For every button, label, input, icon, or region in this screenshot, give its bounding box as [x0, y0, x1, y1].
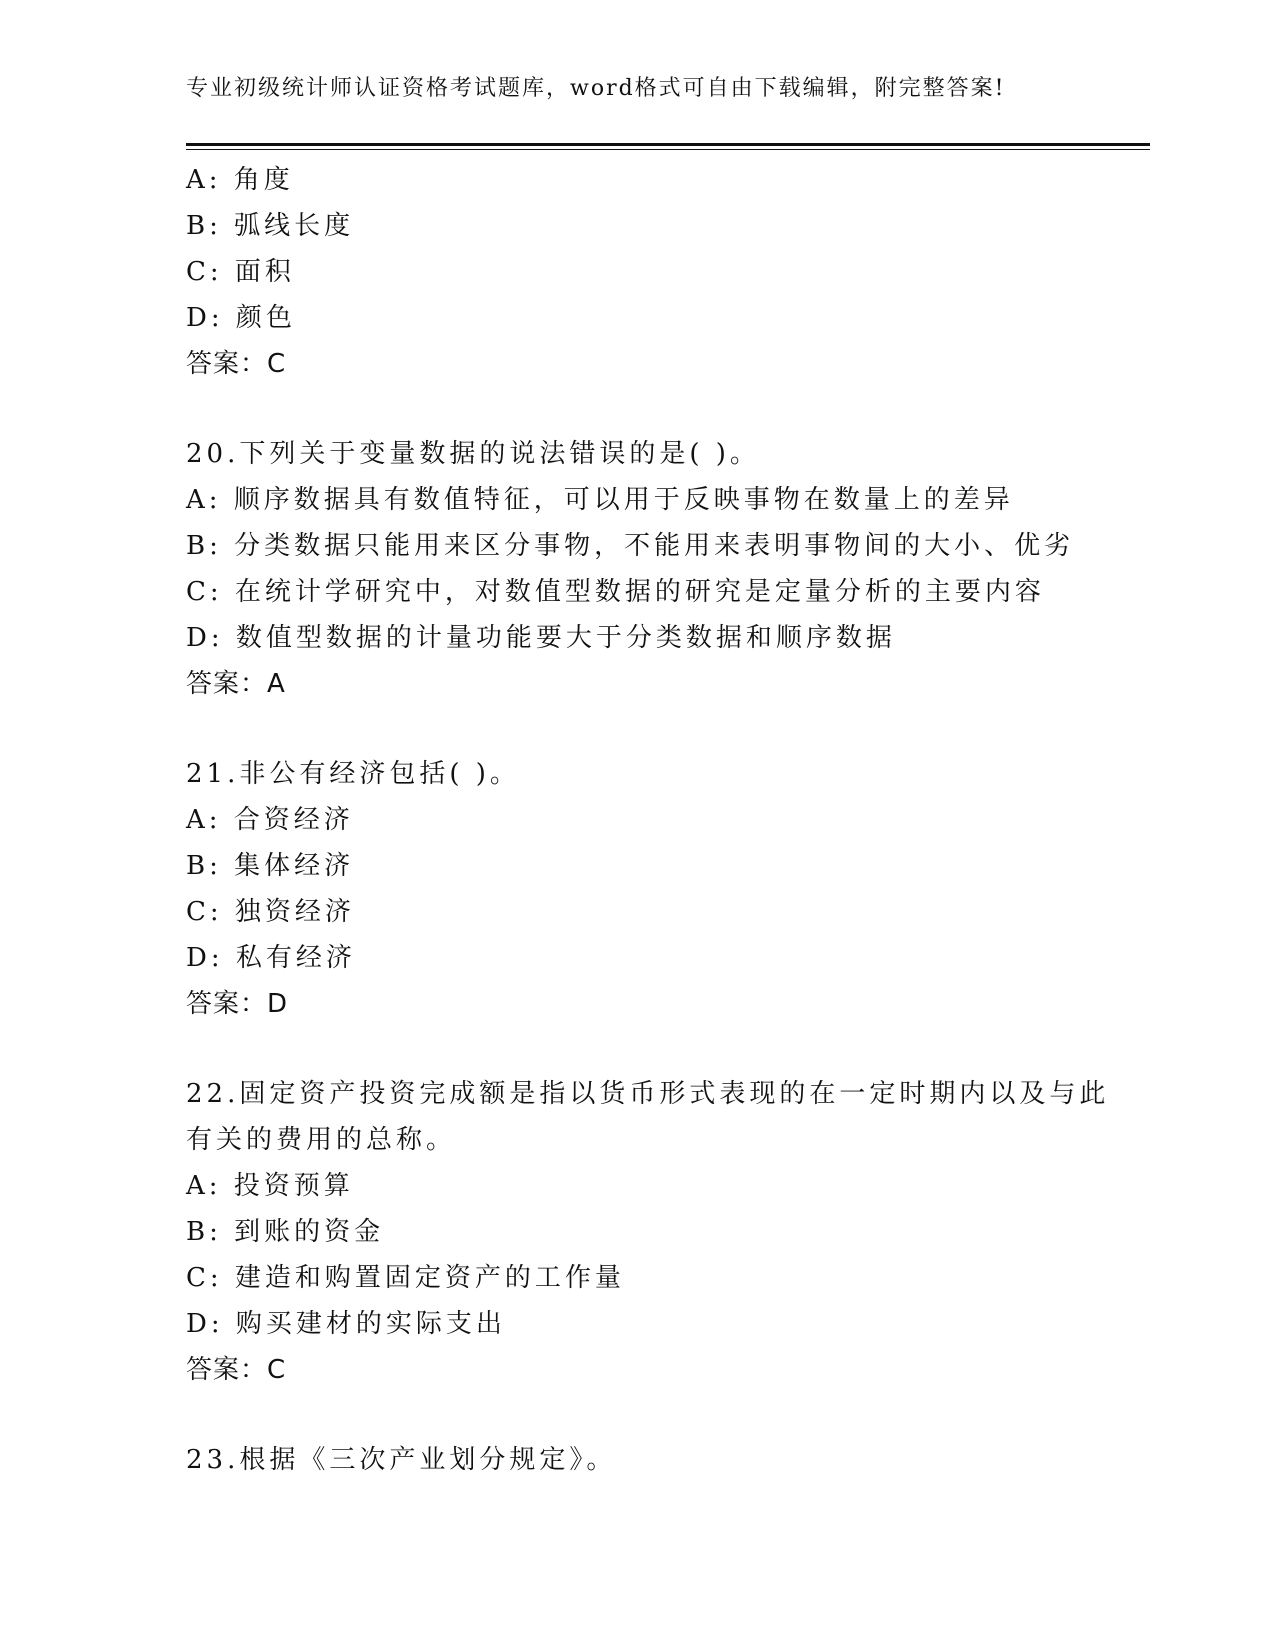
q22-stem-line-2: 有关的费用的总称。	[186, 1125, 457, 1155]
question-22-block	[186, 1071, 1150, 1393]
question-20-block	[186, 431, 1150, 707]
q20-answer: 答案：A	[186, 669, 286, 699]
header-rule-thick	[186, 143, 1150, 146]
q22-option-c: C: 建造和购置固定资产的工作量	[186, 1263, 625, 1293]
q19-option-b: B: 弧线长度	[186, 211, 355, 241]
q21-answer: 答案：D	[186, 989, 289, 1019]
q22-option-b: B: 到账的资金	[186, 1217, 385, 1247]
spacer	[186, 387, 1150, 431]
q19-option-d: D: 颜色	[186, 303, 296, 333]
page-header: 专业初级统计师认证资格考试题库，word格式可自由下载编辑，附完整答案!	[186, 76, 1006, 101]
question-19-block	[186, 157, 1150, 387]
q23-stem: 23.根据《三次产业划分规定》。	[186, 1445, 617, 1475]
q20-option-a: A: 顺序数据具有数值特征，可以用于反映事物在数量上的差异	[186, 485, 1014, 515]
q19-option-a: A: 角度	[186, 165, 294, 195]
spacer	[186, 1027, 1150, 1071]
q21-option-a: A: 合资经济	[186, 805, 354, 835]
q22-option-d: D: 购买建材的实际支出	[186, 1309, 506, 1339]
question-23-block	[186, 1437, 1150, 1483]
q20-stem: 20.下列关于变量数据的说法错误的是( )。	[186, 439, 760, 469]
q21-option-b: B: 集体经济	[186, 851, 355, 881]
spacer	[186, 707, 1150, 751]
q20-option-c: C: 在统计学研究中，对数值型数据的研究是定量分析的主要内容	[186, 577, 1045, 607]
q22-stem-line-1: 22.固定资产投资完成额是指以货币形式表现的在一定时期内以及与此	[186, 1079, 1110, 1109]
q20-option-b: B: 分类数据只能用来区分事物，不能用来表明事物间的大小、优劣	[186, 531, 1075, 561]
question-21-block	[186, 751, 1150, 1027]
spacer	[186, 1393, 1150, 1437]
q19-option-c: C: 面积	[186, 257, 295, 287]
header-rule-thin	[186, 149, 1150, 150]
q21-option-c: C: 独资经济	[186, 897, 355, 927]
q20-option-d: D: 数值型数据的计量功能要大于分类数据和顺序数据	[186, 623, 896, 653]
q19-answer: 答案：C	[186, 349, 287, 379]
question-content	[186, 157, 1150, 1483]
q21-option-d: D: 私有经济	[186, 943, 356, 973]
q22-answer: 答案：C	[186, 1355, 287, 1385]
q22-option-a: A: 投资预算	[186, 1171, 354, 1201]
q21-stem: 21.非公有经济包括( )。	[186, 759, 520, 789]
